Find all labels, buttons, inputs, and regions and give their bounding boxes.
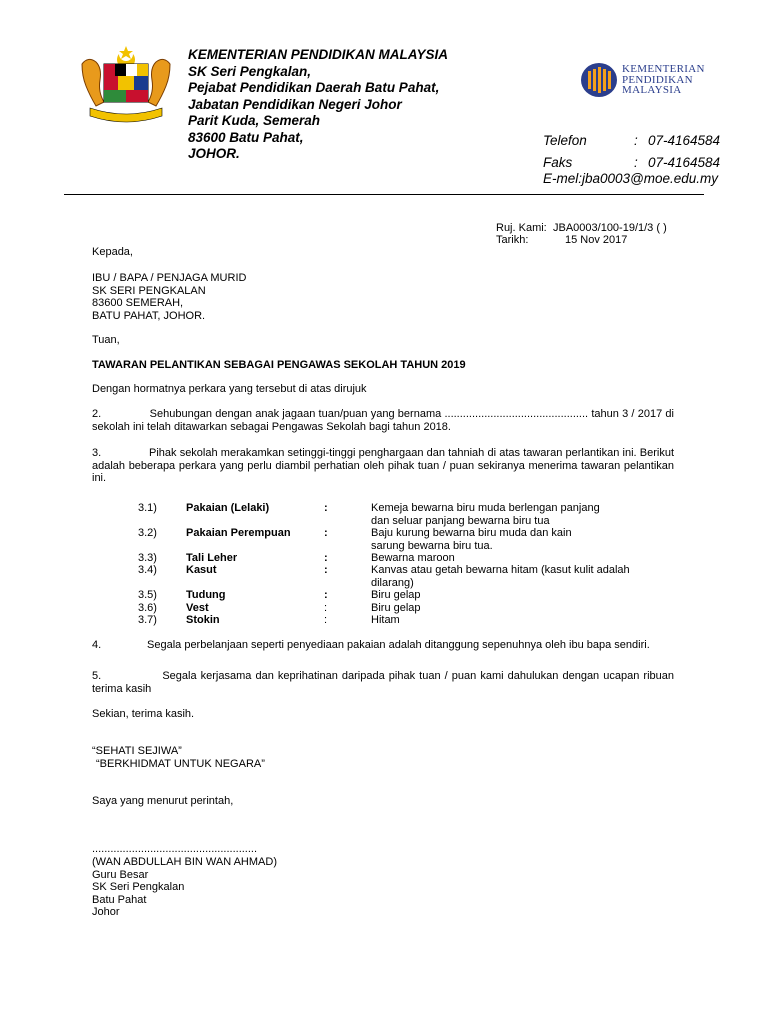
list-item [138, 502, 678, 528]
ruj-label: Ruj. Kami: [496, 222, 547, 234]
state-department: Jabatan Pendidikan Negeri Johor [188, 96, 402, 112]
moe-logo-text-line3: MALAYSIA [622, 84, 682, 96]
item-number: 3.2) [138, 527, 157, 539]
postcode-city: 83600 Batu Pahat, [188, 129, 304, 145]
kepada-label: Kepada, [92, 246, 133, 258]
item-label: Tudung [186, 589, 226, 601]
moe-logo [580, 62, 720, 102]
list-item [138, 564, 678, 590]
item-colon: : [324, 602, 328, 614]
recipient-address [92, 272, 246, 322]
telefon-label: Telefon [543, 133, 587, 148]
telefon-value: 07-4164584 [648, 133, 721, 148]
item-label: Vest [186, 602, 209, 614]
ruj-value: JBA0003/100-19/1/3 ( ) [553, 222, 667, 234]
item-description: Baju kurung bewarna biru muda dan kain [371, 527, 572, 539]
list-item [138, 614, 678, 627]
header-divider [64, 194, 704, 195]
item-label: Pakaian (Lelaki) [186, 502, 270, 514]
salutation: Tuan, [92, 334, 120, 346]
list-item [138, 589, 678, 602]
item-description-cont: dan seluar panjang bewarna biru tua [371, 514, 550, 527]
tarikh-value: 15 Nov 2017 [565, 234, 628, 246]
recipient-line: SK SERI PENGKALAN [92, 284, 206, 297]
moe-logo-text-line1: KEMENTERIAN [622, 63, 705, 75]
email-text: E-mel:jba0003@moe.edu.my [543, 171, 719, 186]
paragraph-3: 3. Pihak sekolah merakamkan setinggi-tinggi penghargaan dan tahniah di atas tawaran perlantikan ini. Berikut adalah beberapa perkara yang perlu diambil perhatian oleh pihak tuan / puan sekiranya menerima tawaran pelantikan ini. [92, 447, 674, 484]
paragraph-5: 5. Segala kerjasama dan keprihatinan daripada pihak tuan / puan kami dahulukan dengan ucapan ribuan terima kasih [92, 670, 674, 695]
item-number: 3.4) [138, 564, 157, 576]
signatory-district: Batu Pahat [92, 893, 147, 906]
item-colon: : [324, 552, 328, 564]
coat-of-arms-logo [76, 44, 176, 126]
item-label: Tali Leher [186, 552, 238, 564]
district-office: Pejabat Pendidikan Daerah Batu Pahat, [188, 80, 440, 95]
motto-berkhidmat: “BERKHIDMAT UNTUK NEGARA” [96, 758, 265, 770]
item-colon: : [324, 614, 328, 626]
intro-paragraph: Dengan hormatnya perkara yang tersebut di atas dirujuk [92, 383, 367, 395]
item-number: 3.6) [138, 602, 157, 614]
item-label: Pakaian Perempuan [186, 527, 291, 539]
item-colon: : [324, 502, 328, 514]
item-number: 3.5) [138, 589, 157, 601]
item-number: 3.7) [138, 614, 157, 626]
paragraph-4: 4. Segala perbelanjaan seperti penyediaan pakaian adalah ditanggung sepenuhnya oleh ibu bapa sendiri. [92, 639, 650, 651]
list-item [138, 527, 678, 553]
item-description: Biru gelap [371, 589, 421, 601]
recipient-line: IBU / BAPA / PENJAGA MURID [92, 272, 247, 284]
moe-logo-text-line2: PENDIDIKAN [622, 73, 693, 86]
moe-emblem-icon [580, 62, 618, 98]
saya-yang-menurut: Saya yang menurut perintah, [92, 795, 234, 807]
item-description-cont: dilarang) [371, 576, 414, 589]
signature-dots: ...................................................... [92, 843, 258, 855]
item-description: Kemeja bewarna biru muda berlengan panjang [371, 502, 600, 514]
recipient-line: BATU PAHAT, JOHOR. [92, 309, 206, 322]
item-colon: : [324, 564, 328, 576]
ministry-name: KEMENTERIAN PENDIDIKAN MALAYSIA [188, 47, 449, 62]
item-description-cont: sarung bewarna biru tua. [371, 539, 493, 552]
item-colon: : [324, 589, 328, 601]
signatory-state: Johor [92, 906, 120, 918]
signatory-name: (WAN ABDULLAH BIN WAN AHMAD) [92, 856, 277, 868]
state-name: JOHOR. [188, 146, 240, 161]
paragraph-2: 2. Sehubungan dengan anak jagaan tuan/puan yang bernama ............................................... tahun 3 / 2017 di sekolah ini telah ditawarkan sebagai Pengawas Sekolah bagi tahun 2018. [92, 408, 674, 433]
recipient-line: 83600 SEMERAH, [92, 297, 184, 309]
item-number: 3.3) [138, 552, 157, 564]
item-description: Hitam [371, 614, 400, 626]
item-description: Biru gelap [371, 602, 421, 614]
item-number: 3.1) [138, 502, 157, 514]
faks-label: Faks [543, 155, 573, 170]
letterhead-address [188, 47, 518, 163]
subject-title: TAWARAN PELANTIKAN SEBAGAI PENGAWAS SEKOLAH TAHUN 2019 [92, 359, 466, 371]
address-line: Parit Kuda, Semerah [188, 113, 321, 128]
signatory-title: Guru Besar [92, 868, 149, 881]
item-label: Kasut [186, 564, 217, 576]
item-description: Kanvas atau getah bewarna hitam (kasut kulit adalah [371, 564, 630, 576]
telefon-colon: : [634, 133, 638, 148]
faks-colon: : [634, 155, 638, 170]
school-name: SK Seri Pengkalan, [188, 63, 312, 79]
motto-sehati: “SEHATI SEJIWA” [92, 745, 182, 757]
signature-block [92, 856, 277, 919]
item-description: Bewarna maroon [371, 552, 455, 564]
tarikh-label: Tarikh: [496, 234, 529, 246]
closing-line: Sekian, terima kasih. [92, 708, 195, 720]
item-colon: : [324, 527, 328, 539]
item-label: Stokin [186, 614, 220, 626]
signatory-school: SK Seri Pengkalan [92, 881, 185, 893]
faks-value: 07-4164584 [648, 155, 721, 170]
